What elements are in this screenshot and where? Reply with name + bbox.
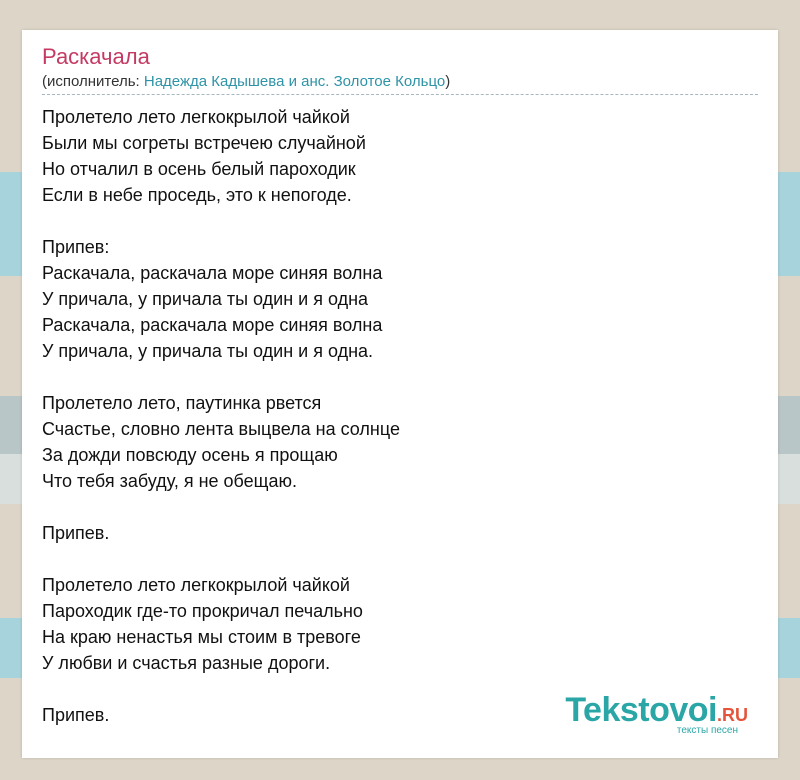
lyrics-line: Пролетело лето, паутинка рвется <box>42 393 322 413</box>
site-logo[interactable] <box>565 692 748 736</box>
lyrics-line <box>42 676 400 702</box>
lyrics-line: Были мы согреты встречею случайной <box>42 133 366 153</box>
lyrics-line: Пролетело лето легкокрылой чайкой <box>42 107 350 127</box>
artist-prefix: (исполнитель: <box>42 73 144 90</box>
lyrics-line: Счастье, словно лента выцвела на солнце <box>42 419 400 439</box>
artist-suffix: ) <box>445 73 451 90</box>
lyrics-line: Пролетело лето легкокрылой чайкой <box>42 575 350 595</box>
lyrics-line <box>42 494 400 520</box>
lyrics-line: Что тебя забуду, я не обещаю. <box>42 471 297 491</box>
song-title: Раскачала <box>42 44 150 69</box>
lyrics-line: Если в небе проседь, это к непогоде. <box>42 185 352 205</box>
logo-name: Tekstovoi <box>565 691 717 729</box>
lyrics-line <box>42 364 400 390</box>
lyrics-card <box>22 30 778 758</box>
logo-tagline: тексты песен <box>676 725 738 736</box>
lyrics-line: У причала, у причала ты один и я одна <box>42 289 369 309</box>
lyrics-line: У любви и счастья разные дороги. <box>42 653 331 673</box>
lyrics-line: Пароходик где-то прокричал печально <box>42 601 363 621</box>
lyrics-line: У причала, у причала ты один и я одна. <box>42 341 374 361</box>
lyrics-line: Раскачала, раскачала море синяя волна <box>42 263 383 283</box>
lyrics-line <box>42 546 400 572</box>
lyrics-text <box>42 104 400 728</box>
artist-link[interactable]: Надежда Кадышева и анс. Золотое Кольцо <box>143 73 446 90</box>
lyrics-line: На краю ненастья мы стоим в тревоге <box>42 627 361 647</box>
lyrics-line: Припев. <box>42 705 110 725</box>
lyrics-line: Припев: <box>42 237 110 257</box>
lyrics-line <box>42 208 400 234</box>
artist-line <box>42 72 758 95</box>
logo-tld: .RU <box>717 705 748 725</box>
lyrics-line: Раскачала, раскачала море синяя волна <box>42 315 383 335</box>
lyrics-line: Припев. <box>42 523 110 543</box>
lyrics-line: За дожди повсюду осень я прощаю <box>42 445 338 465</box>
lyrics-line: Но отчалил в осень белый пароходик <box>42 159 356 179</box>
